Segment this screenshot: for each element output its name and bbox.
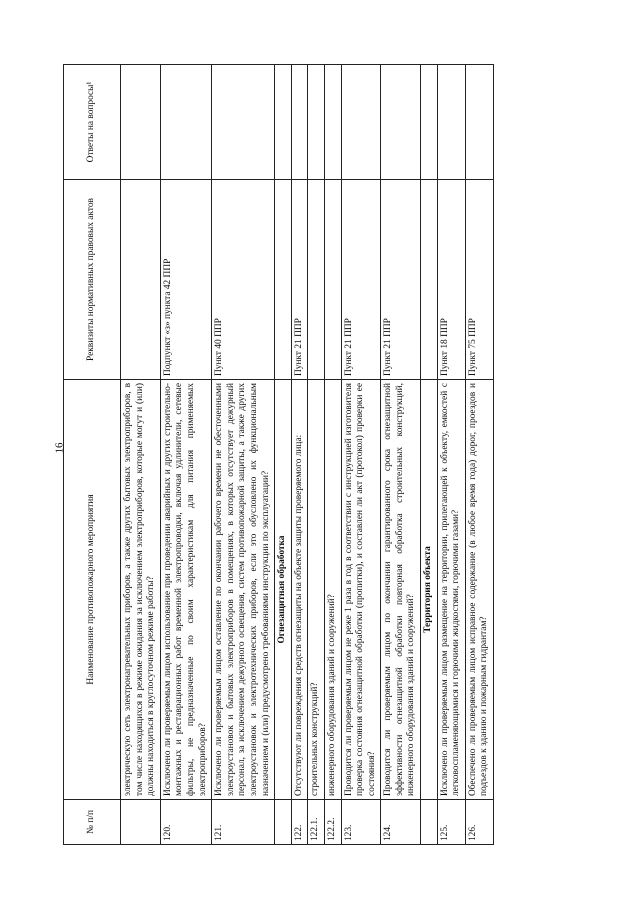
row-text: Отсутствуют ли повреждения средств огнезащиты на объекте защиты проверяемого лица: bbox=[291, 380, 308, 800]
row-text: инженерного оборудования зданий и сооружений? bbox=[324, 380, 341, 800]
page-number: 16 bbox=[53, 442, 66, 454]
table-row bbox=[465, 65, 493, 845]
row-num: 120. bbox=[160, 800, 211, 845]
table-row bbox=[341, 65, 381, 845]
row-answer bbox=[212, 65, 275, 180]
header-reqs: Реквизиты нормативных правовых актов bbox=[64, 180, 121, 380]
row-text: Исключено ли проверяемым лицом оставление по окончании рабочего времени не обесточенными электроустановок и бытовых электроприборов в помещениях, в которых отсутствует дежурный персонал, за исключением дежурного освещения, систем противопожарной защиты, а также других электроустановок и электротехнических приборов, если это обусловлено их функциональным назначением и (или) предусмотрено требованиями инструкции по эксплуатации? bbox=[212, 380, 275, 800]
header-name: Наименование противопожарного мероприятия bbox=[64, 380, 121, 800]
header-num: № п/п bbox=[64, 800, 121, 845]
table-row bbox=[324, 65, 341, 845]
row-ref bbox=[121, 180, 161, 380]
row-ref: Пункт 75 ППР bbox=[465, 180, 493, 380]
table-row bbox=[160, 65, 211, 845]
row-answer bbox=[437, 65, 465, 180]
row-answer bbox=[381, 65, 421, 180]
row-answer bbox=[160, 65, 211, 180]
row-text: Исключено ли проверяемым лицом размещение на территории, прилегающей к объекту, емкостей с легковоспламеняющимися и горючими жидкостями, горючими газами? bbox=[437, 380, 465, 800]
row-ref: Пункт 21 ППР bbox=[341, 180, 381, 380]
row-num: 124. bbox=[381, 800, 421, 845]
row-text: электрическую сеть электронагревательных приборов, а также других бытовых электроприборов, в том числе находящихся в режиме ожидания за исключением электроприборов, которые могут и (или) должны находиться в круглосуточном режиме работы? bbox=[121, 380, 161, 800]
row-ref bbox=[308, 180, 325, 380]
row-num: 125. bbox=[437, 800, 465, 845]
section-row-fireproof bbox=[275, 65, 292, 845]
table-row bbox=[291, 65, 308, 845]
row-num bbox=[121, 800, 161, 845]
row-num: 122. bbox=[291, 800, 308, 845]
table-row bbox=[437, 65, 465, 845]
row-answer bbox=[308, 65, 325, 180]
row-ref: Пункт 21 ППР bbox=[381, 180, 421, 380]
row-num: 121. bbox=[212, 800, 275, 845]
table-row bbox=[121, 65, 161, 845]
row-ref: Подпункт «з» пункта 42 ППР bbox=[160, 180, 211, 380]
table-row bbox=[308, 65, 325, 845]
section-row-territory bbox=[421, 65, 438, 845]
row-ref bbox=[324, 180, 341, 380]
row-text: Проводится ли проверяемым лицом по окончании гарантированного срока огнезащитной эффективности огнезащитной обработки повторная обработка строительных конструкций, инженерного оборудования зданий и сооружений? bbox=[381, 380, 421, 800]
row-text: Проводится ли проверяемым лицом не реже 1 раза в год в соответствии с инструкцией изготовителя проверка состояния огнезащитной обработки (пропитки), и составлен ли акт (протокол) проверки ее состояния? bbox=[341, 380, 381, 800]
rotated-document bbox=[63, 65, 577, 845]
row-num: 122.2. bbox=[324, 800, 341, 845]
row-text: Исключено ли проверяемым лицом использование при проведении аварийных и других строительно-монтажных и реставрационных работ временной электропроводки, включая удлинители, сетевые фильтры, не предназначенные по своим характеристикам для питания применяемых электроприборов? bbox=[160, 380, 211, 800]
table-row bbox=[381, 65, 421, 845]
row-ref: Пункт 21 ППР bbox=[291, 180, 308, 380]
row-ref: Пункт 18 ППР bbox=[437, 180, 465, 380]
section-title: Огнезащитная обработка bbox=[275, 380, 292, 800]
section-title: Территория объекта bbox=[421, 380, 438, 800]
row-num: 122.1. bbox=[308, 800, 325, 845]
table-row bbox=[212, 65, 275, 845]
row-num: 126. bbox=[465, 800, 493, 845]
row-answer bbox=[341, 65, 381, 180]
row-ref: Пункт 40 ППР bbox=[212, 180, 275, 380]
table-header-row bbox=[64, 65, 121, 845]
row-text: Обеспечено ли проверяемым лицом исправное содержание (в любое время года) дорог, проездов и подъездов к зданию и пожарным гидрантам? bbox=[465, 380, 493, 800]
row-num: 123. bbox=[341, 800, 381, 845]
row-text: строительных конструкций? bbox=[308, 380, 325, 800]
row-answer bbox=[121, 65, 161, 180]
checklist-table bbox=[63, 64, 494, 845]
row-answer bbox=[291, 65, 308, 180]
header-answers: Ответы на вопросы¹ bbox=[64, 65, 121, 180]
row-answer bbox=[465, 65, 493, 180]
row-answer bbox=[324, 65, 341, 180]
